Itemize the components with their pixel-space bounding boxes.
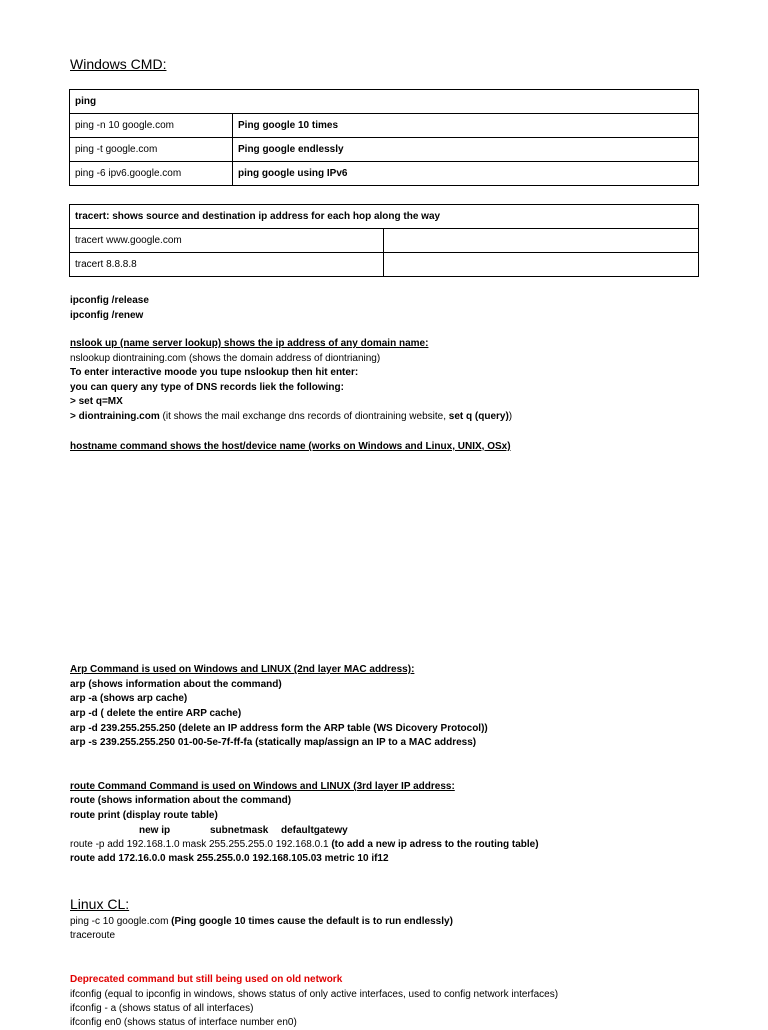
table-cell-cmd: ping -t google.com — [70, 138, 233, 162]
deprecated-heading: Deprecated command but still being used on old network — [70, 974, 343, 985]
nslookup-domain: > diontraining.com — [70, 411, 160, 422]
nslookup-line: you can query any type of DNS records liek the following: — [70, 382, 344, 393]
ipconfig-release-line: ipconfig /release — [70, 295, 149, 306]
table-cell-desc — [384, 229, 699, 253]
nslookup-close: ) — [508, 411, 513, 422]
route-line: route add 172.16.0.0 mask 255.255.0.0 192.168.105.03 metric 10 if12 — [70, 853, 389, 864]
nslookup-note: (it shows the mail exchange dns records of diontraining website, — [159, 411, 449, 422]
ipconfig-renew-line: ipconfig /renew — [70, 310, 144, 321]
deprecated-line: ifconfig (equal to ipconfig in windows, shows status of only active interfaces, used to config network interfaces) — [70, 989, 559, 1000]
route-col-defaultgateway: defaultgatewy — [281, 825, 348, 836]
ping-table — [69, 89, 699, 186]
deprecated-line: ifconfig - a (shows status of all interfaces) — [70, 1003, 254, 1014]
linux-ping-cmd: ping -c 10 google.com — [70, 916, 172, 927]
nslookup-line: > set q=MX — [70, 396, 123, 407]
windows-cmd-heading: Windows CMD: — [70, 56, 167, 72]
route-heading: route Command Command is used on Windows and LINUX (3rd layer IP address: — [70, 781, 455, 792]
arp-line: arp -a (shows arp cache) — [70, 693, 188, 704]
table-cell-cmd: tracert www.google.com — [70, 229, 384, 253]
route-col-new-ip: new ip — [139, 825, 171, 836]
table-row — [70, 138, 699, 162]
ping-table-header: ping — [70, 90, 699, 114]
table-cell-cmd: ping -6 ipv6.google.com — [70, 162, 233, 186]
linux-line: traceroute — [70, 930, 116, 941]
arp-line: arp -d 239.255.255.250 (delete an IP address form the ARP table (WS Dicovery Protocol)) — [70, 723, 488, 734]
table-row — [70, 114, 699, 138]
nslookup-heading: nslook up (name server lookup) shows the ip address of any domain name: — [70, 338, 429, 349]
table-row — [70, 162, 699, 186]
route-add-note: (to add a new ip adress to the routing table) — [331, 839, 539, 850]
table-header-row — [70, 205, 699, 229]
linux-cl-heading: Linux CL: — [70, 896, 130, 912]
tracert-table — [69, 204, 699, 277]
nslookup-line: nslookup diontraining.com (shows the domain address of diontrianing) — [70, 353, 381, 364]
table-header-row — [70, 90, 699, 114]
nslookup-line — [70, 410, 512, 424]
arp-line: arp (shows information about the command) — [70, 679, 282, 690]
table-row — [70, 229, 699, 253]
deprecated-line: ifconfig en0 (shows status of interface number en0) — [70, 1017, 297, 1028]
table-cell-desc: Ping google endlessly — [233, 138, 699, 162]
table-cell-cmd: tracert 8.8.8.8 — [70, 253, 384, 277]
table-row — [70, 253, 699, 277]
table-cell-desc — [384, 253, 699, 277]
nslookup-line: To enter interactive moode you tupe nslookup then hit enter: — [70, 367, 359, 378]
arp-heading: Arp Command is used on Windows and LINUX (2nd layer MAC address): — [70, 664, 415, 675]
route-line — [70, 838, 539, 852]
arp-line: arp -s 239.255.255.250 01-00-5e-7f-ff-fa (statically map/assign an IP to a MAC address) — [70, 737, 477, 748]
arp-line: arp -d ( delete the entire ARP cache) — [70, 708, 242, 719]
table-cell-cmd: ping -n 10 google.com — [70, 114, 233, 138]
route-line: route (shows information about the command) — [70, 795, 292, 806]
hostname-heading: hostname command shows the host/device name (works on Windows and Linux, UNIX, OSx) — [70, 441, 511, 452]
tracert-table-header: tracert: shows source and destination ip address for each hop along the way — [70, 205, 699, 229]
nslookup-setq: set q (query) — [448, 411, 509, 422]
linux-ping-note: (Ping google 10 times cause the default is to run endlessly) — [171, 916, 453, 927]
table-cell-desc: ping google using IPv6 — [233, 162, 699, 186]
linux-line — [70, 915, 453, 929]
table-cell-desc: Ping google 10 times — [233, 114, 699, 138]
route-add-cmd: route -p add 192.168.1.0 mask 255.255.255.0 192.168.0.1 — [70, 839, 332, 850]
route-line: route print (display route table) — [70, 810, 218, 821]
route-col-subnetmask: subnetmask — [210, 825, 269, 836]
